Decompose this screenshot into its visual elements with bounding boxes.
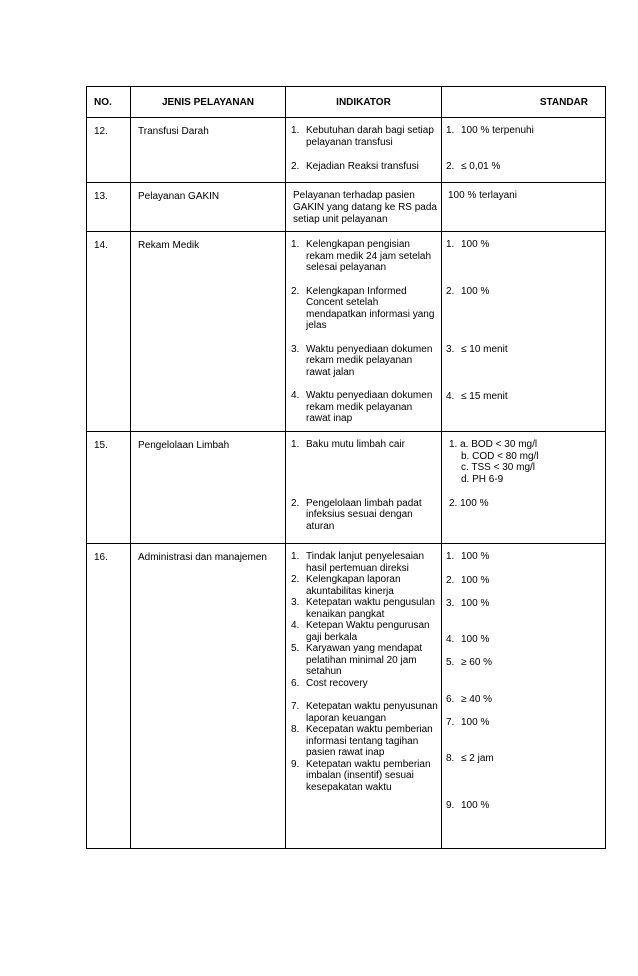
row-number: 16. [87, 544, 131, 849]
indicator-item: 3. Ketepatan waktu pengusulan kenaikan pangkat [291, 597, 435, 620]
standard-item: 1. 100 % [446, 551, 490, 562]
standard-item: 4. ≤ 15 menit [446, 390, 508, 402]
standard-text: b. COD < 80 mg/l [461, 450, 539, 462]
table-row [87, 432, 606, 544]
standard-cell [442, 232, 606, 432]
standard-item: 3. ≤ 10 menit [446, 344, 508, 355]
indicator-item: 3. Waktu penyediaan dokumen rekam medik pelayanan rawat jalan [291, 343, 433, 378]
standard-item: 4. 100 % [446, 633, 490, 645]
standard-item: 7. 100 % [446, 717, 490, 728]
service-name: Pengelolaan Limbah [131, 432, 286, 544]
header-no: NO. [87, 87, 131, 118]
table-row [87, 183, 606, 232]
service-name: Transfusi Darah [131, 118, 286, 183]
indicator-cell [286, 183, 442, 232]
indicator-item: 2. Kelengkapan laporan akuntabilitas kinerja [291, 574, 401, 597]
standard-item: 1. 100 % [446, 239, 490, 250]
standard-item: 3. 100 % [446, 598, 490, 609]
service-name: Rekam Medik [131, 232, 286, 432]
indicator-item: 1. Kebutuhan darah bagi setiap pelayanan transfusi [291, 125, 434, 148]
indicator-item: 4. Waktu penyediaan dokumen rekam medik pelayanan rawat inap [291, 390, 433, 424]
row-number: 13. [87, 183, 131, 232]
standard-item: 2. 100 % [446, 285, 490, 297]
standard-cell [442, 544, 606, 849]
indicator-item: 5. Karyawan yang mendapat pelatihan minimal 20 jam setahun [291, 643, 423, 677]
service-name: Pelayanan GAKIN [131, 183, 286, 232]
standard-item: 1. 100 % terpenuhi [446, 125, 534, 136]
row-number: 15. [87, 432, 131, 544]
indicator-item: 2. Pengelolaan limbah padat infeksius sesuai dengan aturan [291, 497, 422, 532]
row-number: 12. [87, 118, 131, 183]
header-service: JENIS PELAYANAN [131, 87, 286, 118]
indicator-item: 1. Tindak lanjut penyelesaian hasil pertemuan direksi [291, 551, 425, 574]
service-name: Administrasi dan manajemen [131, 544, 286, 849]
standard-cell [442, 118, 606, 183]
standard-cell [442, 183, 606, 232]
standard-cell [442, 432, 606, 544]
standard-text: 100 % terlayani [448, 190, 517, 201]
indicator-item: 1. Kelengkapan pengisian rekam medik 24 jam setelah selesai pelayanan [291, 239, 432, 273]
indicator-item: 1. Baku mutu limbah cair [291, 439, 405, 450]
standard-text: d. PH 6-9 [461, 473, 504, 485]
indicator-item: 2. Kejadian Reaksi transfusi [291, 161, 419, 172]
indicator-item: 8. Kecepatan waktu pemberian informasi tentang tagihan pasien rawat inap [291, 724, 433, 758]
standard-item: 5. ≥ 60 % [446, 657, 493, 668]
service-standards-table [86, 86, 606, 849]
standard-item: 2. 100 % [446, 574, 490, 586]
standard-text: c. TSS < 30 mg/l [461, 462, 536, 473]
indicator-cell [286, 544, 442, 849]
header-row [87, 87, 606, 118]
indicator-text: Pelayanan terhadap pasien GAKIN yang datang ke RS pada setiap unit pelayanan [293, 190, 437, 225]
row-number: 14. [87, 232, 131, 432]
indicator-item: 9. Ketepatan waktu pemberian imbalan (insentif) sesuai kesepakatan waktu [291, 758, 431, 793]
indicator-cell [286, 432, 442, 544]
table-row [87, 544, 606, 849]
indicator-item: 4. Ketepan Waktu pengurusan gaji berkala [291, 620, 430, 643]
table-row [87, 118, 606, 183]
standard-text: 1. a. BOD < 30 mg/l [449, 439, 538, 450]
indicator-cell [286, 118, 442, 183]
table-row [87, 232, 606, 432]
standard-item: 6. ≥ 40 % [446, 693, 493, 705]
standard-item: 8. ≤ 2 jam [446, 752, 494, 764]
indicator-item: 7. Ketepatan waktu penyusunan laporan keuangan [291, 701, 438, 724]
standard-item: 2. ≤ 0,01 % [446, 160, 501, 172]
standard-item: 9. 100 % [446, 800, 490, 811]
indicator-item: 6. Cost recovery [291, 677, 368, 689]
standard-text: 2. 100 % [449, 498, 489, 509]
indicator-item: 2. Kelengkapan Informed Concent setelah mendapatkan informasi yang jelas [291, 285, 435, 331]
indicator-cell [286, 232, 442, 432]
header-standard: STANDAR [442, 87, 606, 118]
header-indicator: INDIKATOR [286, 87, 442, 118]
